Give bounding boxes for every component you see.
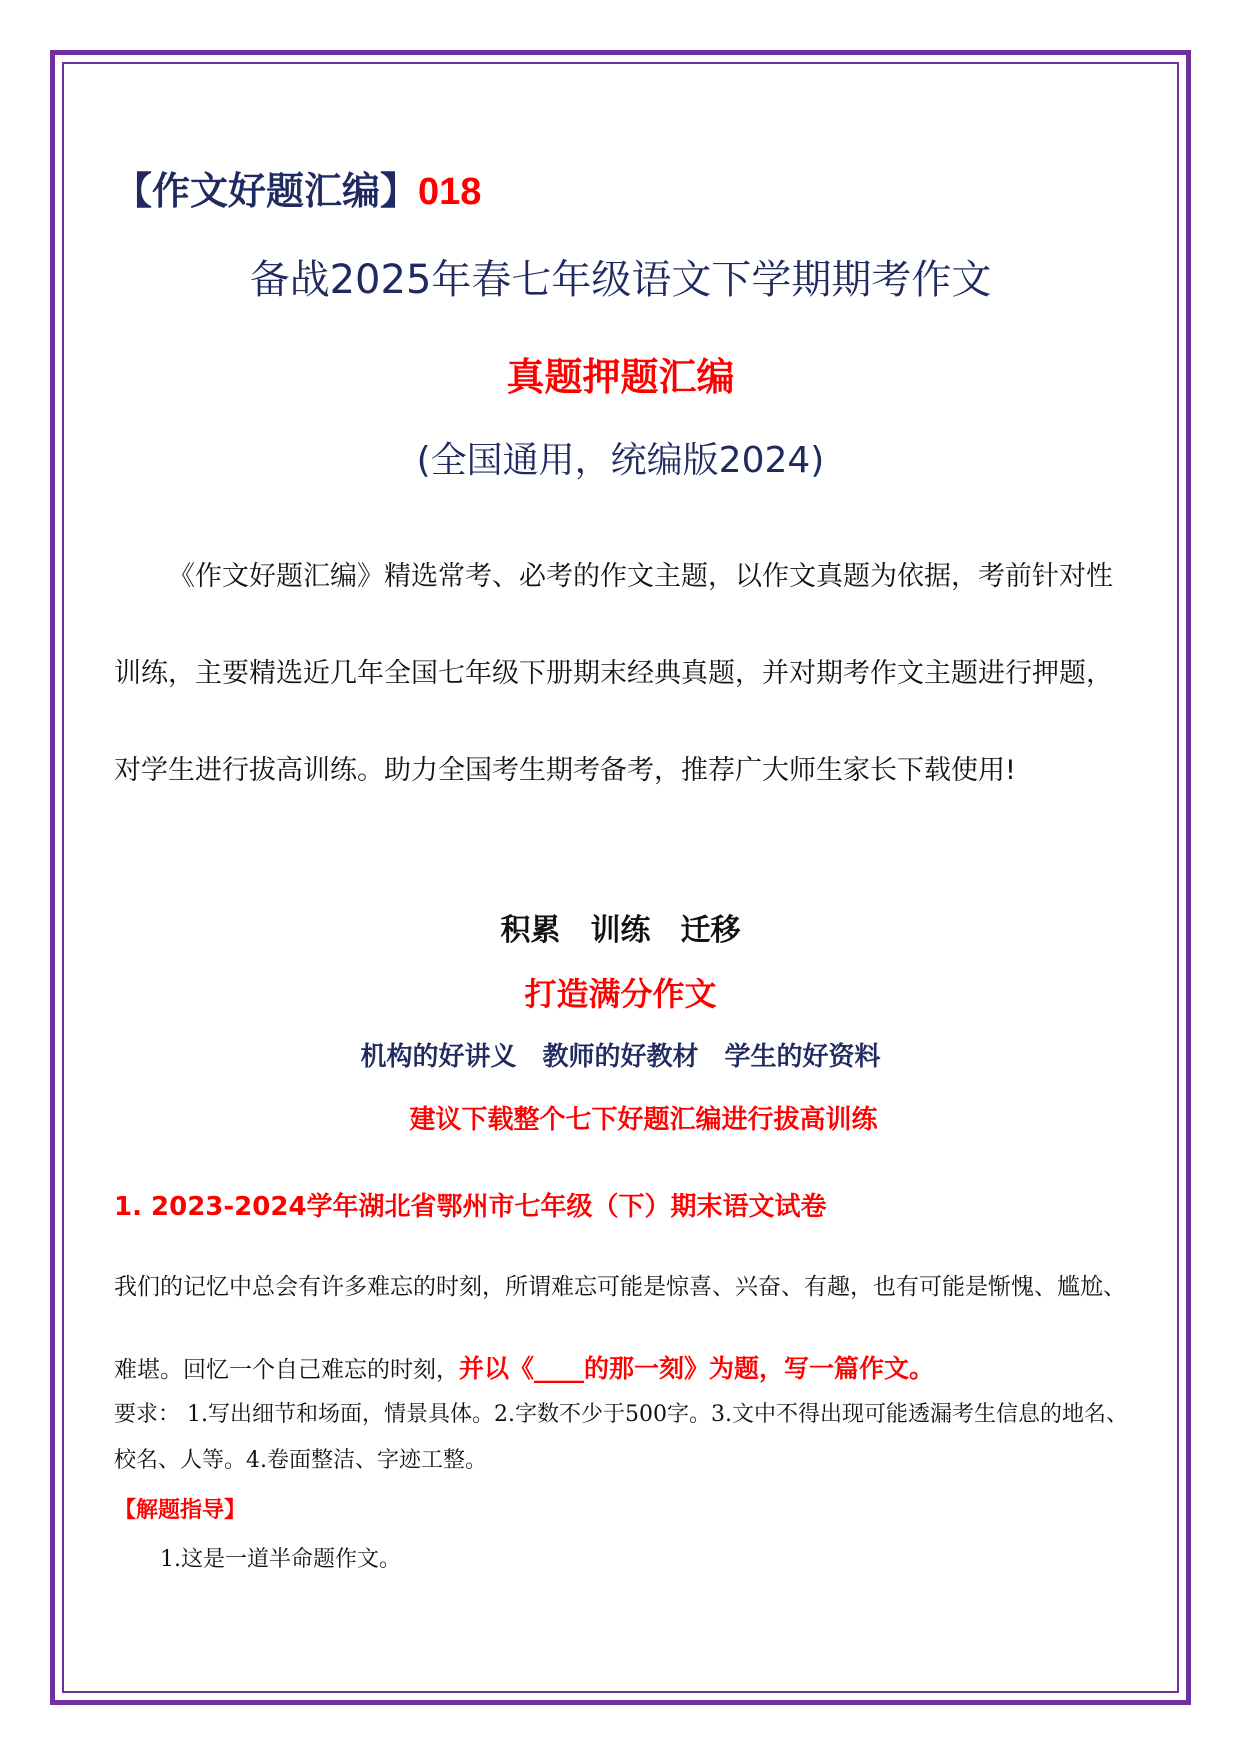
guide-item: 1.这是一道半命题作文。 [160,1547,401,1572]
intro-paragraph: 《作文好题汇编》精选常考、必考的作文主题，以作文真题为依据，考前针对性训练，主要精选近几年全国七年级下册期末经典真题，并对期考作文主题进行押题，对学生进行拔高训练。助力全国考生期考备考，推荐广大师生家长下载使用! [114,561,1113,786]
series-number: 018 [418,171,482,213]
series-title [114,160,481,215]
main-title: 备战2025年春七年级语文下学期期考作文 [249,257,992,303]
prompt-emphasis: 并以《____的那一刻》为题，写一篇作文。 [459,1354,935,1383]
slogan-accumulate-train-transfer: 积累 训练 迁移 [500,913,741,948]
slogan-download-suggestion: 建议下载整个七下好题汇编进行拔高训练 [409,1105,878,1135]
slogan-audience: 机构的好讲义 教师的好教材 学生的好资料 [360,1042,881,1072]
question-requirements: 要求： 1.写出细节和场面，情景具体。2.字数不少于500字。3.文中不得出现可能透漏考生信息的地名、校名、人等。4.卷面整洁、字迹工整。 [114,1402,1128,1473]
guide-heading: 【解题指导】 [114,1498,247,1523]
question-prompt [114,1246,1128,1411]
series-label: 【作文好题汇编】 [114,169,419,213]
question-heading: 1. 2023-2024学年湖北省鄂州市七年级（下）期末语文试卷 [114,1192,827,1222]
sub-title: 真题押题汇编 [506,355,735,399]
prompt-text: 我们的记忆中总会有许多难忘的时刻，所谓难忘可能是惊喜、兴奋、有趣，也有可能是惭愧、尴尬、难堪。回忆一个自己难忘的时刻， [114,1274,1126,1383]
slogan-full-score: 打造满分作文 [524,975,717,1013]
edition-note: (全国通用，统编版2024) [416,440,825,481]
